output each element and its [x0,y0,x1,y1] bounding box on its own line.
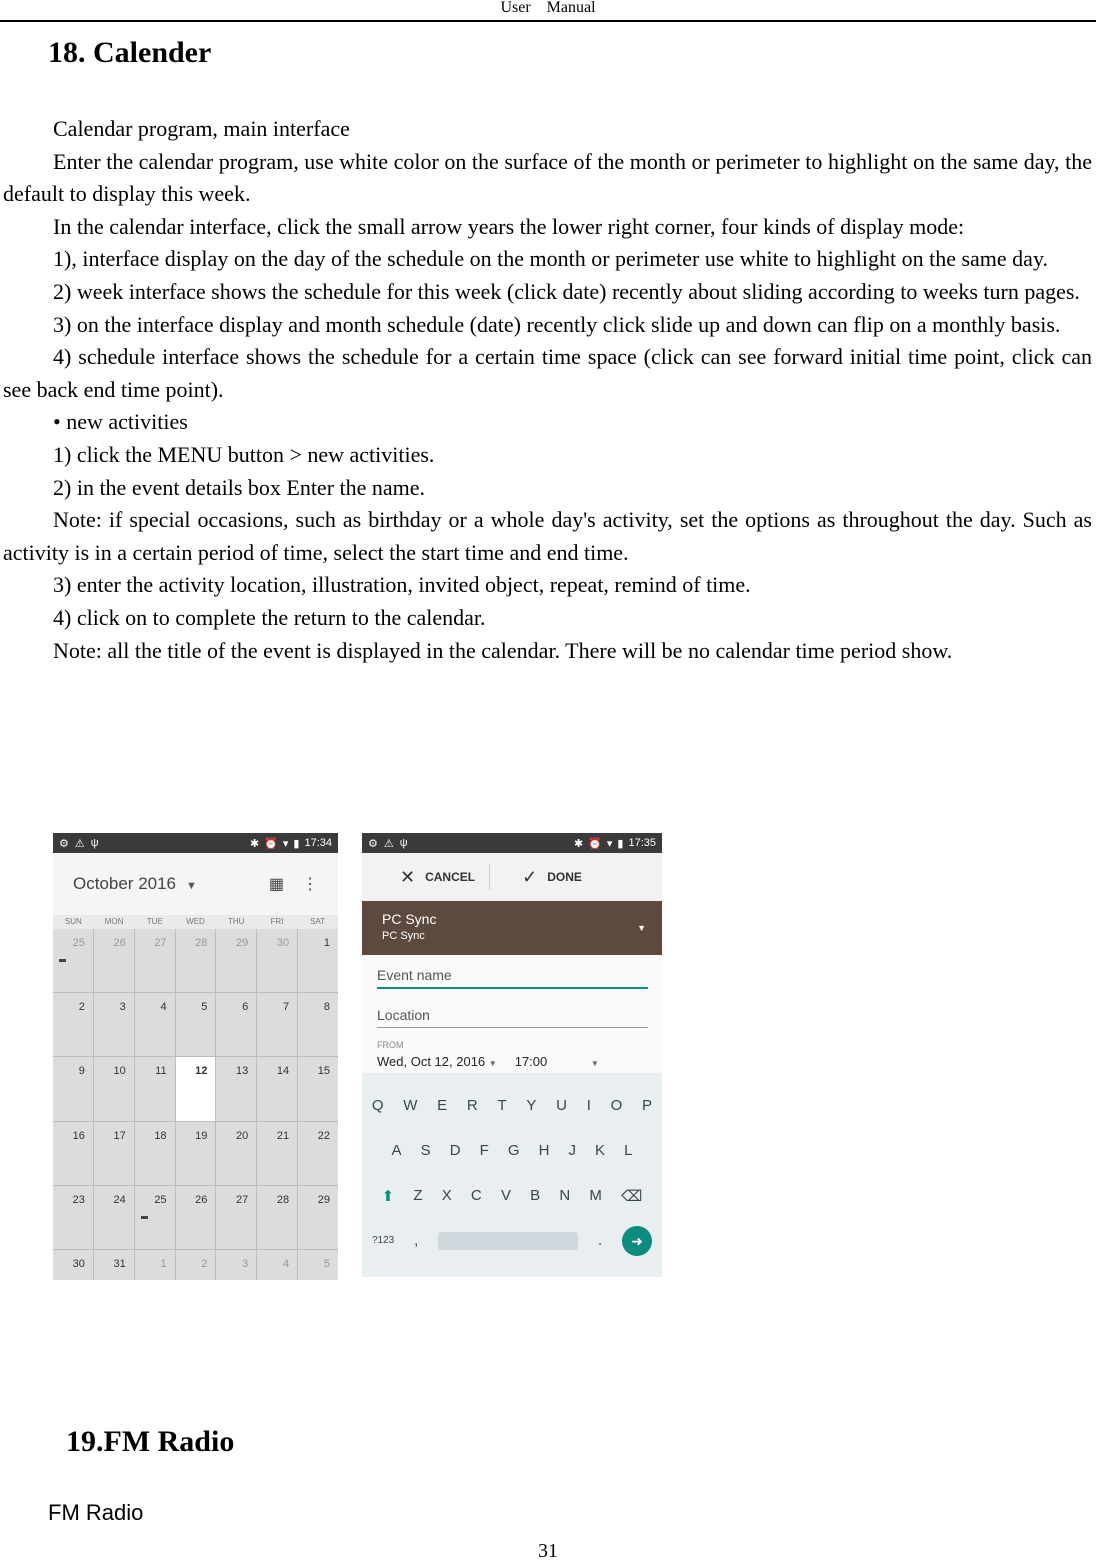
calendar-day-cell[interactable] [257,993,297,1056]
key[interactable]: W [403,1097,418,1114]
backspace-icon[interactable]: ⌫ [621,1187,643,1205]
key[interactable]: U [556,1097,567,1114]
calendar-day-cell[interactable] [135,929,175,992]
day-number: 25 [154,1193,167,1206]
paragraph: Enter the calendar program, use white color on the surface of the month or perimeter to highlight on the same day, the default to display this week. [3,148,1092,207]
key[interactable]: S [420,1142,431,1159]
day-of-week-label: SUN [64,917,82,926]
usb-icon: ψ [90,837,99,849]
from-date-select[interactable] [377,1054,497,1069]
bluetooth-icon: ✱ [249,837,260,850]
paragraph: • new activities [53,409,188,435]
month-title: October 2016 [73,874,177,893]
calendar-day-cell[interactable] [94,1057,134,1120]
page-number: 31 [538,1540,558,1562]
key[interactable]: X [441,1187,452,1204]
wifi-icon: ▾ [282,837,289,850]
paragraph: Note: all the title of the event is displayed in the calendar. There will be no calendar time period show. [53,637,953,663]
day-number: 3 [242,1257,249,1270]
calendar-day-cell[interactable] [135,1057,175,1120]
day-number: 4 [283,1257,290,1270]
key[interactable]: R [466,1097,478,1114]
calendar-day-cell[interactable] [94,929,134,992]
day-number: 30 [72,1257,85,1270]
done-button[interactable] [490,867,596,888]
calendar-day-cell[interactable] [135,1186,175,1249]
event-form [362,955,662,1073]
calendar-day-cell[interactable] [298,1122,338,1185]
keyboard [362,1073,662,1277]
key[interactable]: L [624,1142,633,1159]
keyboard-row-1 [362,1083,662,1128]
calendar-day-cell[interactable] [216,1186,256,1249]
day-number: 7 [283,1001,290,1014]
day-number: 8 [323,1001,330,1014]
day-number: 15 [317,1065,330,1078]
calendar-day-cell[interactable] [257,1186,297,1249]
day-number: 29 [236,937,249,949]
key[interactable]: T [497,1097,507,1114]
calendar-day-cell[interactable] [257,1057,297,1120]
day-number: 29 [317,1193,330,1206]
key[interactable]: J [568,1142,576,1159]
day-number: 5 [201,1001,208,1014]
calendar-day-cell[interactable] [176,1057,216,1120]
calendar-day-cell[interactable] [135,1250,175,1280]
chevron-down-icon: ▼ [488,1059,497,1068]
key[interactable]: M [589,1187,602,1204]
calendar-day-cell[interactable] [298,1186,338,1249]
key[interactable]: N [559,1187,571,1204]
day-number: 11 [155,1065,167,1078]
day-of-week-label: THU [227,917,245,926]
key[interactable]: H [538,1142,550,1159]
calendar-day-cell[interactable] [135,1122,175,1185]
day-number: 23 [72,1193,85,1206]
event-marker [141,1216,148,1219]
account-sub: PC Sync [382,930,425,942]
usb-icon: ψ [399,837,408,849]
day-number: 26 [113,937,126,949]
section-19-heading: 19.FM Radio [66,1425,235,1458]
day-of-week-label: FRI [270,917,284,926]
calendar-day-cell[interactable] [53,1057,93,1120]
status-bar [362,833,662,853]
from-label: FROM [377,1040,404,1050]
paragraph: Note: if special occasions, such as birthday or a whole day's activity, set the options as throughout the day. Such as activity is in a certain period of time, select the start time and end time. [3,507,1092,565]
day-number: 22 [317,1129,330,1142]
day-of-week-label: MON [104,917,124,926]
day-number: 25 [72,937,85,949]
day-number: 26 [195,1193,208,1206]
day-number: 3 [119,1001,126,1014]
day-of-week-label: SAT [310,917,326,926]
battery-icon: ▮ [617,837,624,850]
calendar-day-cell[interactable] [298,1057,338,1120]
calendar-day-cell[interactable] [176,929,216,992]
key[interactable]: O [610,1097,623,1114]
month-selector[interactable] [73,874,251,894]
check-icon: ✓ [522,866,538,887]
more-menu-icon[interactable]: ⋮ [302,876,318,893]
space-key[interactable] [438,1232,578,1250]
day-number: 9 [78,1065,85,1078]
day-number: 19 [195,1129,208,1142]
day-number: 1 [323,937,330,949]
section-18-body [3,113,1092,667]
calendar-day-cell[interactable] [216,929,256,992]
from-time-select[interactable] [515,1054,599,1069]
alarm-icon: ⏰ [264,837,278,850]
done-label: DONE [547,870,582,884]
calendar-day-cell[interactable] [298,1250,338,1280]
day-number: 16 [72,1129,85,1142]
day-number: 28 [195,937,208,949]
new-event-screenshot [362,833,662,1280]
calendar-day-cell[interactable] [94,1186,134,1249]
paragraph: Calendar program, main interface [53,116,350,141]
calendar-day-cell[interactable] [53,1186,93,1249]
key[interactable]: F [479,1142,489,1159]
day-number: 31 [113,1257,126,1270]
day-number: 4 [160,1001,167,1014]
settings-icon: ⚙ [368,837,378,850]
calendar-day-cell[interactable] [257,929,297,992]
paragraph: 2) week interface shows the schedule for this week (click date) recently about sliding according to weeks turn pages. [53,278,1080,304]
calendar-day-cell[interactable] [53,929,93,992]
key[interactable]: P [642,1097,653,1114]
key[interactable]: Q [371,1097,384,1114]
calendar-day-cell[interactable] [216,1250,256,1280]
day-number: 5 [323,1257,330,1270]
calendar-day-cell[interactable] [257,1122,297,1185]
calendar-day-cell[interactable] [94,1250,134,1280]
event-marker [59,959,66,962]
keyboard-row-3 [362,1173,662,1218]
paragraph: 3) enter the activity location, illustration, invited object, repeat, remind of time. [53,572,751,598]
paragraph: 4) schedule interface shows the schedule for a certain time space (click can see forward initial time point, click can see back end time point). [3,344,1092,402]
paragraph: In the calendar interface, click the small arrow years the lower right corner, four kinds of display mode: [53,213,965,239]
day-number: 28 [276,1193,290,1206]
from-date: Wed, Oct 12, 2016 [377,1054,486,1069]
status-time: 17:34 [304,837,332,849]
days-of-week-row [53,915,338,929]
key[interactable]: C [470,1187,482,1204]
calendar-day-cell[interactable] [216,1057,256,1120]
day-number: 6 [242,1001,249,1014]
paragraph: 1), interface display on the day of the schedule on the month or perimeter use white to highlight on the same day. [53,246,1049,272]
day-number: 2 [78,1001,85,1014]
day-number: 2 [201,1257,208,1270]
chevron-down-icon: ▼ [590,1059,599,1068]
from-time: 17:00 [514,1054,548,1069]
wifi-icon: ▾ [606,837,613,850]
day-number: 10 [113,1065,126,1078]
day-number: 27 [154,937,167,949]
section-18-heading: 18. Calender [48,36,212,69]
comma-key[interactable]: , [414,1232,419,1249]
bluetooth-icon: ✱ [573,837,584,850]
key[interactable]: I [586,1097,591,1114]
chevron-down-icon: ▼ [637,923,646,933]
key[interactable]: E [437,1097,448,1114]
keyboard-row-4 [362,1218,662,1263]
calendar-day-cell[interactable] [216,1122,256,1185]
calendar-today-icon[interactable]: ▦ [268,876,284,893]
day-number: 14 [276,1065,290,1078]
calendar-day-cell[interactable] [53,993,93,1056]
enter-icon[interactable]: ➜ [622,1226,652,1256]
paragraph: 3) on the interface display and month schedule (date) recently click slide up and down can flip on a monthly basis. [53,311,1061,337]
section-19-subheading: FM Radio [48,1500,144,1525]
day-number: 21 [276,1129,290,1142]
key[interactable]: Z [413,1187,423,1204]
cancel-button[interactable] [362,867,489,888]
calendar-day-cell[interactable] [176,993,216,1056]
battery-icon: ▮ [293,837,300,850]
header-title: User Manual [500,0,596,16]
day-number: 24 [113,1193,126,1206]
paragraph: 2) in the event details box Enter the name. [53,474,426,500]
status-time: 17:35 [628,837,656,849]
calendar-day-cell[interactable] [53,1250,93,1280]
calendar-day-cell[interactable] [257,1250,297,1280]
key[interactable]: B [530,1187,541,1204]
calendar-day-cell[interactable] [135,993,175,1056]
alarm-icon: ⏰ [588,837,602,850]
page-header [0,0,1096,22]
calendar-toolbar [53,853,338,915]
calendar-grid [53,929,338,1280]
keyboard-row-2 [362,1128,662,1173]
account-selector[interactable] [362,901,662,955]
day-number: 13 [236,1065,249,1078]
warning-icon: ⚠ [383,837,394,850]
calendar-day-cell[interactable] [298,929,338,992]
edit-toolbar [362,853,662,901]
paragraph: 1) click the MENU button > new activities. [53,441,435,467]
cancel-label: CANCEL [425,870,476,884]
chevron-down-icon: ▼ [186,880,197,892]
shift-icon[interactable]: ⬆ [381,1187,395,1205]
key[interactable]: Y [526,1097,537,1114]
key[interactable]: A [391,1142,402,1159]
settings-icon: ⚙ [59,837,69,850]
calendar-screenshot [53,833,338,1280]
day-number: 30 [276,937,290,949]
account-name: PC Sync [382,911,437,927]
warning-icon: ⚠ [74,837,85,850]
status-bar [53,833,338,853]
close-icon: ✕ [400,866,416,887]
day-number: 20 [236,1129,249,1142]
key[interactable]: K [595,1142,606,1159]
period-key[interactable]: . [597,1232,603,1249]
day-number: 18 [154,1129,167,1142]
calendar-day-cell[interactable] [53,1122,93,1185]
key[interactable]: D [449,1142,461,1159]
location-input[interactable]: Location [377,1007,648,1028]
day-number: 17 [113,1129,126,1142]
calendar-day-cell[interactable] [176,1122,216,1185]
paragraph: 4) click on to complete the return to the calendar. [53,604,486,630]
event-name-input[interactable]: Event name [377,967,648,989]
day-number: 1 [160,1257,167,1270]
day-of-week-label: WED [186,917,205,926]
day-number: 27 [236,1193,249,1206]
day-number: 12 [195,1065,208,1078]
key[interactable]: G [507,1142,520,1159]
calendar-day-cell[interactable] [94,1122,134,1185]
calendar-day-cell[interactable] [216,993,256,1056]
key[interactable]: V [500,1187,511,1204]
calendar-day-cell[interactable] [176,1186,216,1249]
calendar-day-cell[interactable] [298,993,338,1056]
calendar-day-cell[interactable] [176,1250,216,1280]
calendar-day-cell[interactable] [94,993,134,1056]
symbols-key[interactable]: ?123 [371,1235,395,1246]
day-of-week-label: TUE [146,917,163,926]
